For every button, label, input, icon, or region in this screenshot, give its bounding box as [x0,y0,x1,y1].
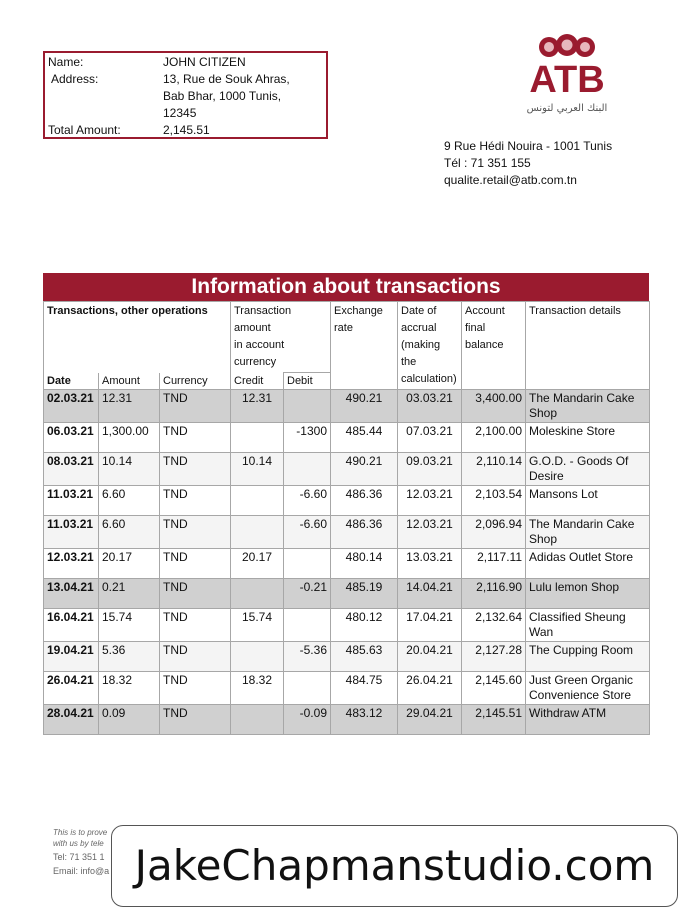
currency-cell: TND [160,642,231,672]
bank-email: qualite.retail@atb.com.tn [444,173,577,187]
currency-cell: TND [160,516,231,549]
exchange-rate-cell: 486.36 [331,486,398,516]
accrual-date-cell: 17.04.21 [398,609,462,642]
atb-logo [512,34,622,124]
details-cell: Adidas Outlet Store [526,549,650,579]
balance-cell: 2,145.51 [462,705,526,735]
credit-cell: 10.14 [231,453,284,486]
date-cell: 06.03.21 [44,423,99,453]
amount-cell: 20.17 [99,549,160,579]
exchange-rate-cell: 490.21 [331,390,398,423]
date-cell: 02.03.21 [44,390,99,423]
accrual-date-cell: 20.04.21 [398,642,462,672]
accrual-date-cell: 03.03.21 [398,390,462,423]
transactions-title: Information about transactions [43,273,649,301]
details-cell: Classified Sheung Wan [526,609,650,642]
amount-cell: 5.36 [99,642,160,672]
debit-cell: -0.21 [284,579,331,609]
currency-cell: TND [160,579,231,609]
credit-cell [231,516,284,549]
debit-cell [284,549,331,579]
debit-cell [284,453,331,486]
bank-address-block [444,138,612,189]
credit-cell [231,486,284,516]
address-line-1: 13, Rue de Souk Ahras, [163,72,290,86]
credit-cell [231,579,284,609]
table-row [44,642,650,672]
balance-cell: 2,132.64 [462,609,526,642]
details-cell: Mansons Lot [526,486,650,516]
exchange-rate-cell: 484.75 [331,672,398,705]
header-row [44,302,650,373]
table-row [44,672,650,705]
debit-cell: -6.60 [284,486,331,516]
amount-cell: 12.31 [99,390,160,423]
credit-cell: 20.17 [231,549,284,579]
date-cell: 11.03.21 [44,486,99,516]
date-cell: 16.04.21 [44,609,99,642]
header-final-balance: Account final balance [462,302,526,390]
debit-cell [284,609,331,642]
currency-cell: TND [160,486,231,516]
accrual-date-cell: 12.03.21 [398,486,462,516]
accrual-date-cell: 13.03.21 [398,549,462,579]
total-amount-label: Total Amount: [48,123,121,137]
accrual-date-cell: 26.04.21 [398,672,462,705]
exchange-rate-cell: 485.63 [331,642,398,672]
details-cell: The Cupping Room [526,642,650,672]
exchange-rate-cell: 480.12 [331,609,398,642]
date-cell: 08.03.21 [44,453,99,486]
address-label: Address: [51,72,99,86]
debit-cell [284,390,331,423]
currency-cell: TND [160,705,231,735]
details-cell: Just Green Organic Convenience Store [526,672,650,705]
date-cell: 13.04.21 [44,579,99,609]
details-cell: The Mandarin Cake Shop [526,390,650,423]
debit-cell: -5.36 [284,642,331,672]
currency-cell: TND [160,453,231,486]
bank-phone: Tél : 71 351 155 [444,156,531,170]
address-line-3: 12345 [163,106,197,120]
exchange-rate-cell: 486.36 [331,516,398,549]
transactions-section [43,273,649,735]
footer-phone: Tel: 71 351 1 [53,852,105,862]
table-row [44,390,650,423]
header-debit: Debit [284,373,331,390]
header-credit: Credit [231,373,284,390]
table-row [44,516,650,549]
credit-cell: 15.74 [231,609,284,642]
exchange-rate-cell: 490.21 [331,453,398,486]
amount-cell: 15.74 [99,609,160,642]
amount-cell: 1,300.00 [99,423,160,453]
amount-cell: 10.14 [99,453,160,486]
exchange-rate-cell: 480.14 [331,549,398,579]
amount-cell: 0.09 [99,705,160,735]
header-exchange-rate: Exchange rate [331,302,398,390]
debit-cell [284,672,331,705]
header-date: Date [44,373,99,390]
date-cell: 26.04.21 [44,672,99,705]
header-transactions-group: Transactions, other operations [44,302,231,373]
credit-cell [231,423,284,453]
accrual-date-cell: 09.03.21 [398,453,462,486]
accrual-date-cell: 14.04.21 [398,579,462,609]
accrual-date-cell: 12.03.21 [398,516,462,549]
footer-contact [53,850,109,878]
customer-info-box [43,51,328,139]
amount-cell: 18.32 [99,672,160,705]
accrual-date-cell: 07.03.21 [398,423,462,453]
debit-cell: -1300 [284,423,331,453]
exchange-rate-cell: 485.44 [331,423,398,453]
table-row [44,705,650,735]
address-line-2: Bab Bhar, 1000 Tunis, [163,89,282,103]
header-transaction-details: Transaction details [526,302,650,390]
watermark-banner: JakeChapmanstudio.com [111,825,678,907]
credit-cell [231,705,284,735]
details-cell: Moleskine Store [526,423,650,453]
transactions-body [44,390,650,735]
footer-email: Email: info@a [53,866,110,876]
footer-note: This is to prove with us by tele [53,828,108,848]
table-row [44,609,650,642]
balance-cell: 2,127.28 [462,642,526,672]
date-cell: 19.04.21 [44,642,99,672]
balance-cell: 2,117.11 [462,549,526,579]
table-row [44,453,650,486]
details-cell: Withdraw ATM [526,705,650,735]
date-cell: 28.04.21 [44,705,99,735]
amount-cell: 6.60 [99,516,160,549]
header-amount: Amount [99,373,160,390]
transactions-table [43,301,650,735]
logo-arabic-text: البنك العربي لتونس [526,103,608,114]
header-currency: Currency [160,373,231,390]
table-row [44,423,650,453]
date-cell: 12.03.21 [44,549,99,579]
details-cell: The Mandarin Cake Shop [526,516,650,549]
currency-cell: TND [160,423,231,453]
logo-text: ATB [529,59,605,101]
header-amount-currency: Transaction amount in account currency [231,302,331,373]
date-cell: 11.03.21 [44,516,99,549]
name-label: Name: [48,55,84,69]
amount-cell: 0.21 [99,579,160,609]
customer-name: JOHN CITIZEN [163,55,246,69]
debit-cell: -6.60 [284,516,331,549]
currency-cell: TND [160,672,231,705]
table-row [44,486,650,516]
credit-cell: 18.32 [231,672,284,705]
currency-cell: TND [160,390,231,423]
balance-cell: 2,145.60 [462,672,526,705]
balance-cell: 2,110.14 [462,453,526,486]
currency-cell: TND [160,609,231,642]
atb-logo-graphic [512,34,622,124]
amount-cell: 6.60 [99,486,160,516]
balance-cell: 2,100.00 [462,423,526,453]
accrual-date-cell: 29.04.21 [398,705,462,735]
balance-cell: 2,103.54 [462,486,526,516]
table-row [44,549,650,579]
details-cell: G.O.D. - Goods Of Desire [526,453,650,486]
exchange-rate-cell: 485.19 [331,579,398,609]
balance-cell: 3,400.00 [462,390,526,423]
details-cell: Lulu lemon Shop [526,579,650,609]
total-amount-value: 2,145.51 [163,123,210,137]
credit-cell: 12.31 [231,390,284,423]
header-accrual-date: Date of accrual (making the calculation) [398,302,462,390]
credit-cell [231,642,284,672]
debit-cell: -0.09 [284,705,331,735]
bank-address: 9 Rue Hédi Nouira - 1001 Tunis [444,139,613,153]
exchange-rate-cell: 483.12 [331,705,398,735]
balance-cell: 2,096.94 [462,516,526,549]
balance-cell: 2,116.90 [462,579,526,609]
currency-cell: TND [160,549,231,579]
table-row [44,579,650,609]
